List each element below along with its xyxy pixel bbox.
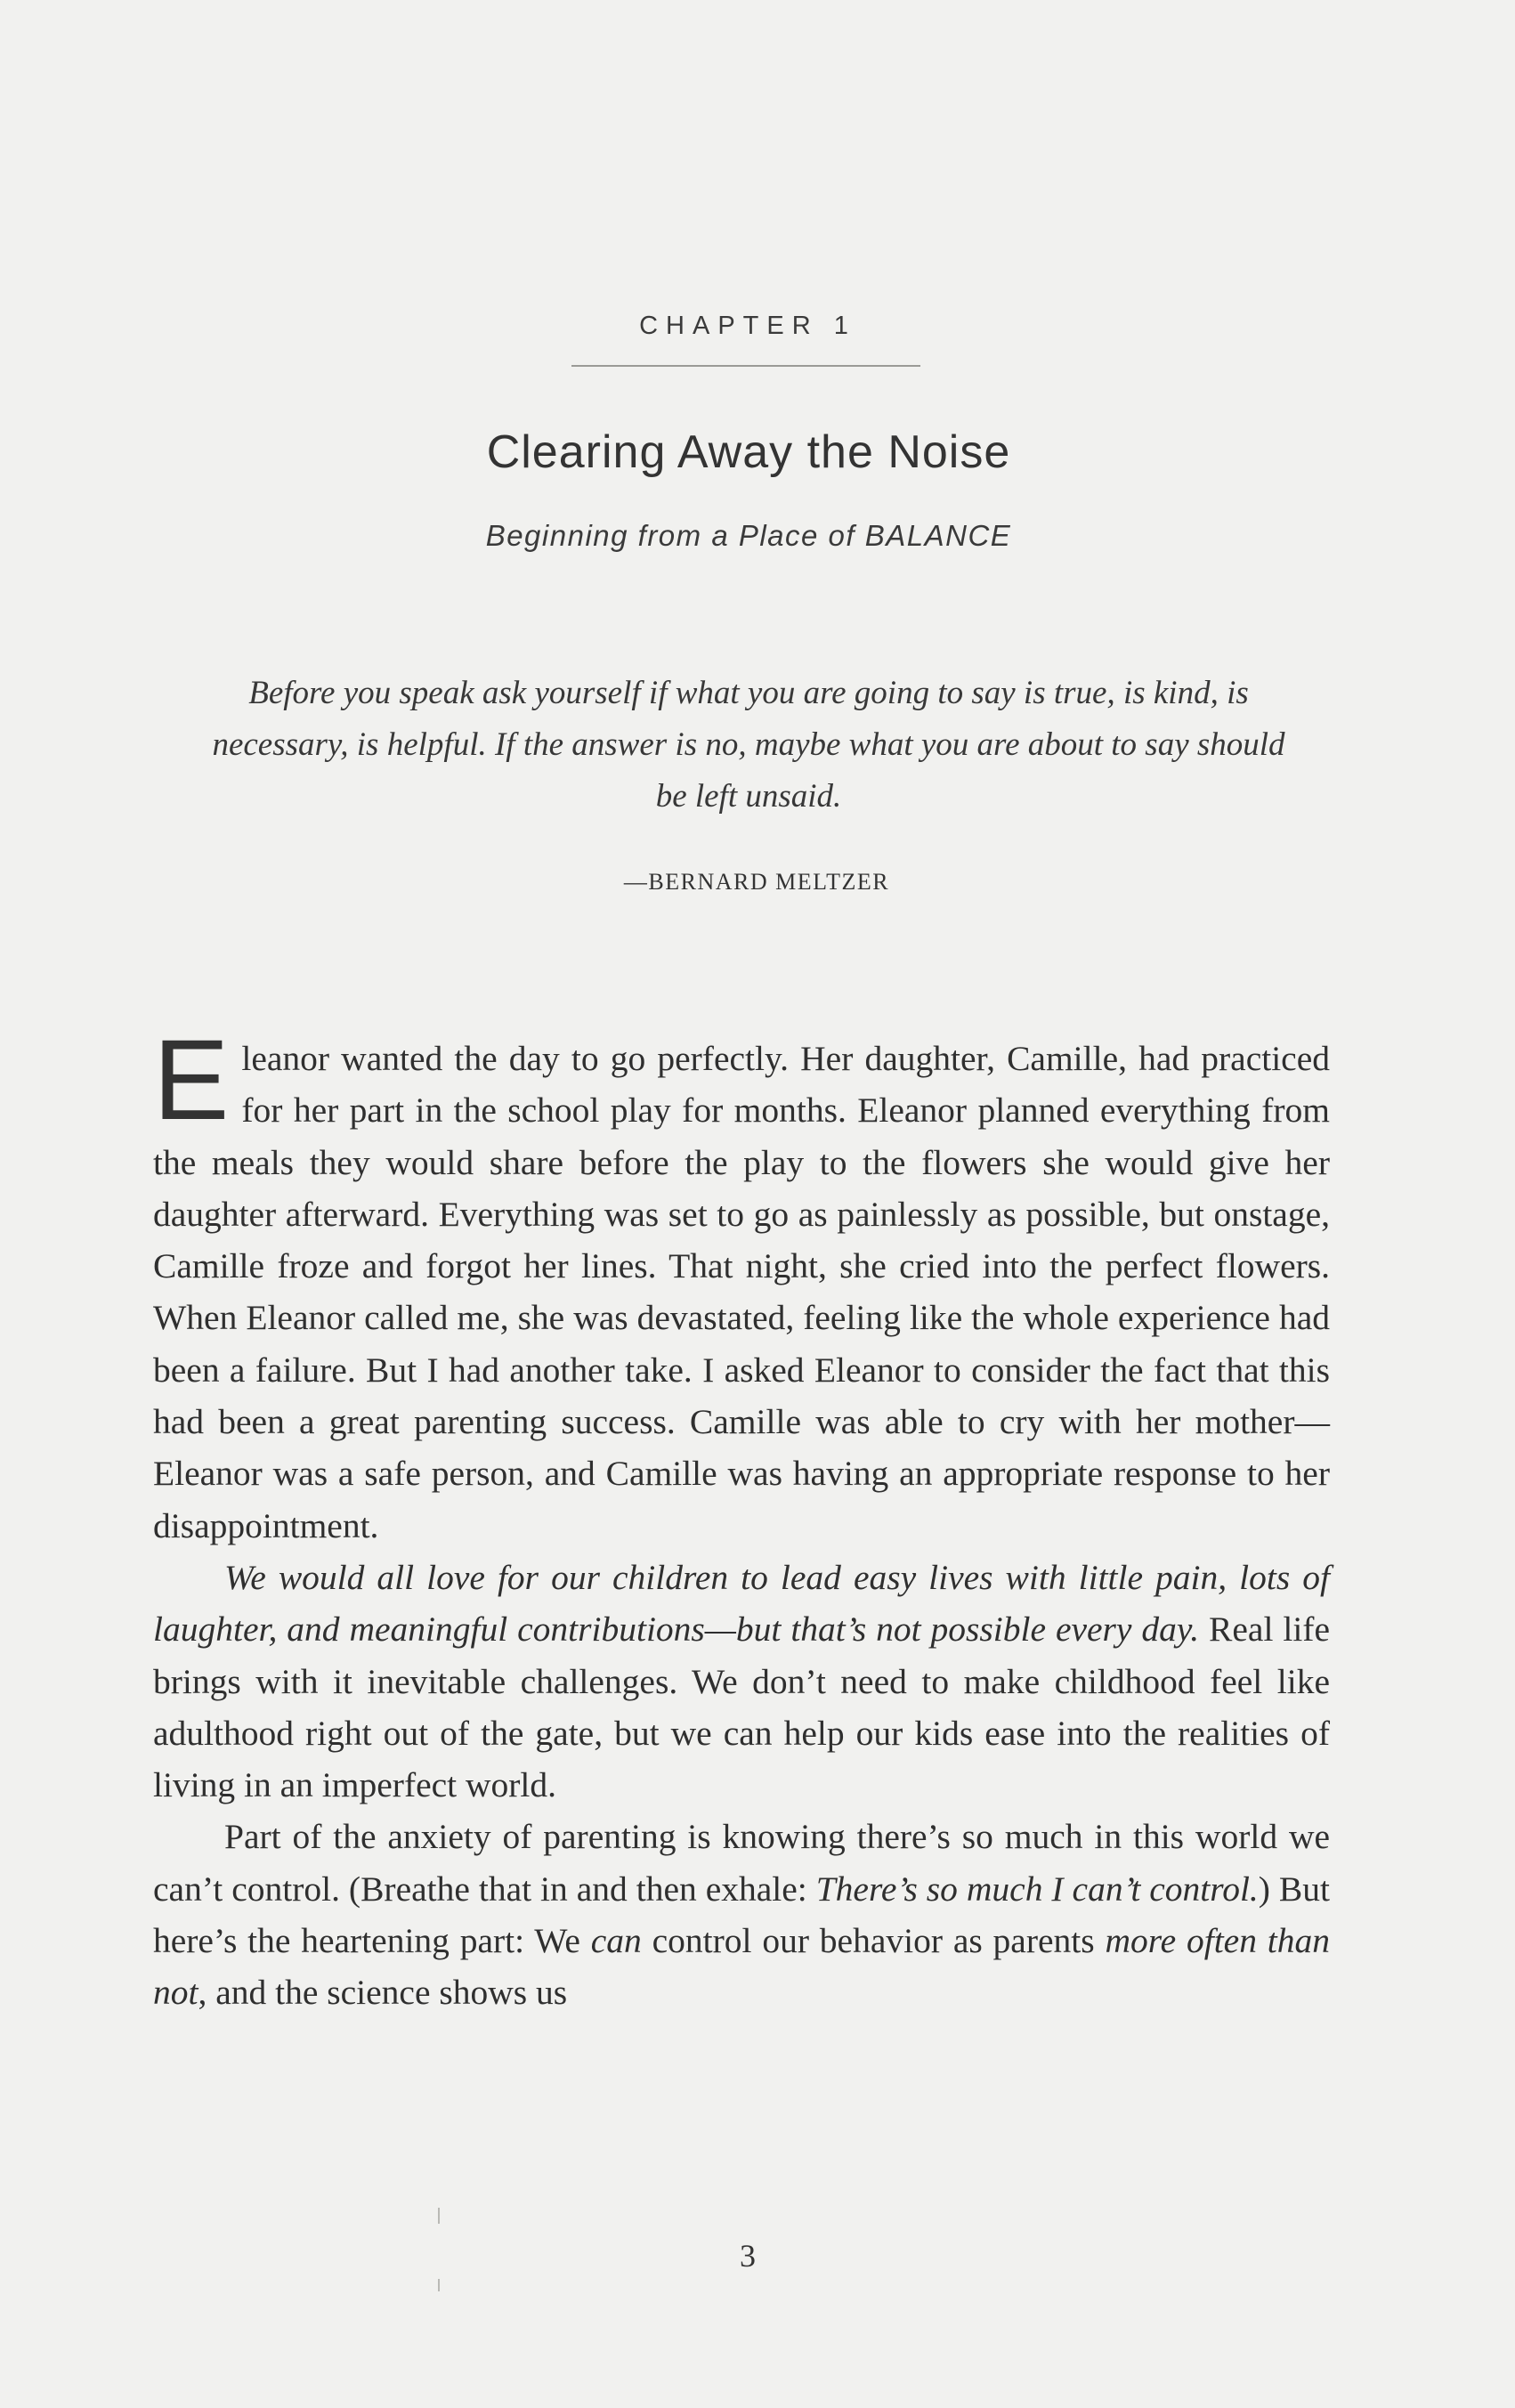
paragraph-3-emphasis-a: There’s so much I can’t control. [815,1869,1259,1909]
drop-cap: E [153,1017,230,1144]
epigraph-quote: Before you speak ask yourself if what you are going to say is true, is kind, is necessary, is helpful. If the answer is no, maybe what you are about to say should be left unsaid. [212,675,1285,815]
paragraph-1-text: leanor wanted the day to go perfectly. Her daughter, Camille, had practiced for her part in the school play for months. Eleanor planned everything from the meals they would share before the play to the flowers she would give her daughter afterward. Everything was set to go as painlessly as possible, but onstage, Camille froze and forgot her lines. That night, she cried into the perfect flowers. When Eleanor called me, she was devastated, feeling like the whole experience had been a failure. But I had another take. I asked Eleanor to consider the fact that this had been a great parenting success. Camille was able to cry with her mother—Eleanor was a safe person, and Camille was having an appropriate response to her disappointment. [153,1039,1330,1545]
chapter-title: Clearing Away the Noise [486,426,1011,478]
paragraph-3-emphasis-b: can [590,1921,642,1961]
paragraph-3-text-d: , and the science shows us [198,1973,568,2013]
page-number: 3 [740,2238,756,2274]
epigraph-attribution: —BERNARD MELTZER [623,869,890,895]
scan-mark [438,2208,440,2224]
paragraph-2-text: Real life brings with it inevitable challenges. We don’t need to make childhood feel like adulthood right out of the gate, but we can help our kids ease into the realities of living in an imperfect world. [153,1609,1330,1805]
chapter-label: CHAPTER 1 [639,312,856,340]
chapter-divider [571,365,920,367]
scan-mark [438,2279,440,2291]
body-text [153,1017,1331,2019]
paragraph-2-emphasis: We would all love for our children to lead easy lives with little pain, lots of laughter, and meaningful contributions—but that’s not possible every day. [153,1557,1330,1650]
paragraph-3-emphasis-c: more often than not [153,1921,1331,2013]
paragraph-2 [153,1552,1330,1811]
paragraph-1 [153,1017,1330,1552]
paragraph-3-text-c: control our behavior as parents [641,1921,1106,1961]
paragraph-3-text-b: ) But here’s the heartening part: We [153,1869,1330,1961]
paragraph-3 [153,1811,1330,2018]
chapter-subtitle: Beginning from a Place of BALANCE [485,519,1012,552]
paragraph-3-text-a: Part of the anxiety of parenting is knowing there’s so much in this world we can’t control. (Breathe that in and then exhale: [153,1817,1330,1909]
